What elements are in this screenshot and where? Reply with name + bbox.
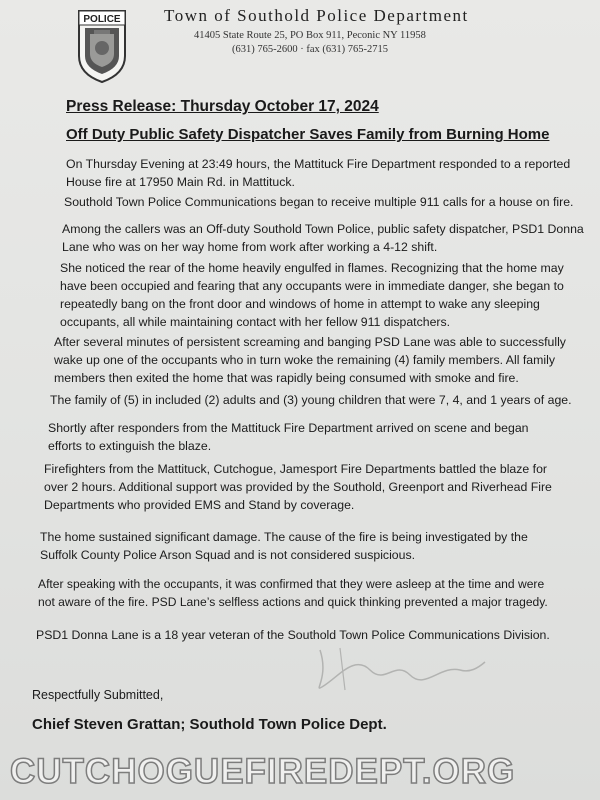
text-line: not aware of the fire. PSD Lane’s selfless actions and quick thinking prevented a major tragedy. [38, 595, 548, 609]
press-release-heading: Press Release: Thursday October 17, 2024 [66, 98, 379, 115]
badge-label: POLICE [83, 14, 121, 25]
signature-icon [300, 640, 490, 700]
text-line: repeatedly bang on the front door and windows of home in attempt to wake any sleeping [60, 297, 540, 311]
text-line: Suffolk County Police Arson Squad and is not considered suspicious. [40, 548, 416, 562]
text-line: have been occupied and fearing that any occupants were in immediate danger, she began to [60, 279, 564, 293]
letterhead [76, 6, 596, 86]
paragraph-9 [40, 528, 528, 564]
text-line: over 2 hours. Additional support was provided by the Southold, Greenport and Riverhead Fire [44, 480, 552, 494]
text-line: efforts to extinguish the blaze. [48, 439, 212, 453]
text-line: Among the callers was an Off-duty Southold Town Police, public safety dispatcher, PSD1 Donna [62, 222, 584, 236]
text-line: House fire at 17950 Main Rd. in Mattituck. [66, 175, 295, 189]
paragraph-1 [66, 155, 570, 191]
text-line: The home sustained significant damage. The cause of the fire is being investigated by the [40, 530, 528, 544]
text-line: Lane who was on her way home from work after working a 4-12 shift. [62, 240, 438, 254]
text-line: occupants, all while maintaining contact with her fellow 911 dispatchers. [60, 315, 451, 329]
site-watermark: CUTCHOGUEFIREDEPT.ORG [10, 752, 516, 791]
text-line: Southold Town Police Communications began to receive multiple 911 calls for a house on fire. [64, 195, 574, 209]
text-line: members then exited the home that was rapidly being consumed with smoke and fire. [54, 371, 519, 385]
text-line: wake up one of the occupants who in turn woke the remaining (4) family members. All family [54, 353, 555, 367]
department-address: 41405 State Route 25, PO Box 911, Peconic NY 11958 [194, 30, 426, 41]
paragraph-5 [54, 333, 566, 387]
text-line: On Thursday Evening at 23:49 hours, the Mattituck Fire Department responded to a reported [66, 157, 571, 171]
paragraph-6 [50, 391, 572, 409]
department-phone: (631) 765-2600 · fax (631) 765-2715 [232, 44, 389, 55]
closing-text: Respectfully Submitted, [32, 688, 164, 702]
press-release-headline: Off Duty Public Safety Dispatcher Saves Family from Burning Home [66, 126, 550, 143]
text-line: PSD1 Donna Lane is a 18 year veteran of the Southold Town Police Communications Division. [36, 628, 550, 642]
text-line: She noticed the rear of the home heavily engulfed in flames. Recognizing that the home may [60, 261, 564, 275]
paragraph-3 [62, 220, 584, 256]
department-title: Town of Southold Police Department [164, 6, 469, 25]
paragraph-8 [44, 460, 552, 514]
paragraph-7 [48, 419, 529, 455]
paragraph-4 [60, 259, 564, 331]
text-line: Shortly after responders from the Mattituck Fire Department arrived on scene and began [48, 421, 529, 435]
text-line: The family of (5) in included (2) adults and (3) young children that were 7, 4, and 1 years of age. [50, 393, 572, 407]
paragraph-2 [64, 193, 573, 211]
text-line: Firefighters from the Mattituck, Cutchogue, Jamesport Fire Departments battled the blaze for [44, 462, 548, 476]
signer-name: Chief Steven Grattan; Southold Town Police Dept. [32, 716, 387, 733]
paragraph-10 [38, 575, 548, 611]
text-line: Departments who provided EMS and Stand by coverage. [44, 498, 355, 512]
text-line: After speaking with the occupants, it was confirmed that they were asleep at the time and were [38, 577, 545, 591]
police-badge-icon [76, 8, 128, 84]
text-line: After several minutes of persistent screaming and banging PSD Lane was able to successfully [54, 335, 566, 349]
